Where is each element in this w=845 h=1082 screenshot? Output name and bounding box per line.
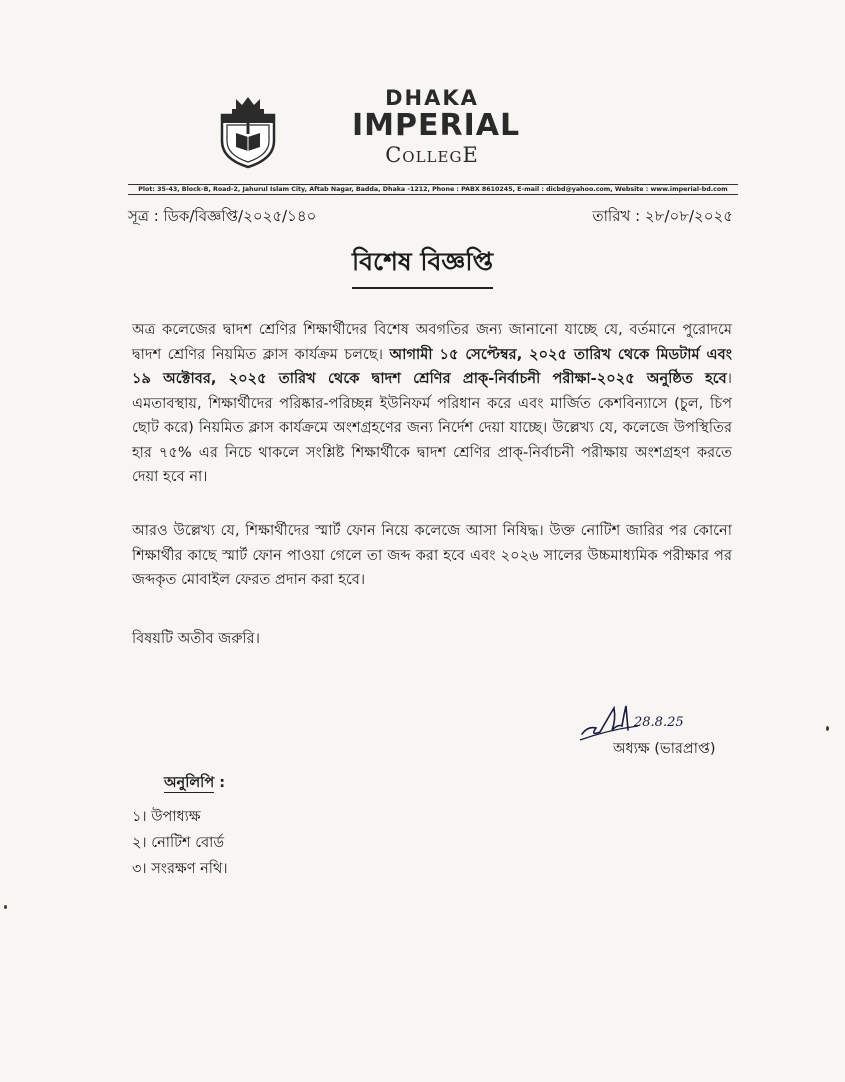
- paragraph1-bold-schedule: আগামী ১৫ সেপ্টেম্বর, ২০২৫ তারিখ থেকে মিডটার্ম এবং ১৯ অক্টোবর, ২০২৫ তারিখ থেকে দ্বাদশ শ্রেণির প্রাক্-নির্বাচনী পরীক্ষা-২০২৫ অনুষ্ঠিত হবে: [132, 345, 732, 387]
- notice-heading-text: বিশেষ বিজ্ঞপ্তি: [352, 242, 493, 289]
- copy-item-vice-principal: ১। উপাধ্যক্ষ: [132, 809, 201, 825]
- reference-number: সূত্র : ডিক/বিজ্ঞপ্তি/২০২৫/১৪০: [128, 207, 317, 225]
- copies-list: [132, 804, 228, 882]
- copies-title: [164, 772, 225, 796]
- paragraph-exam-schedule: [132, 318, 732, 490]
- notice-date: তারিখ : ২৮/০৮/২০২৫: [592, 207, 733, 225]
- college-name: [352, 86, 521, 168]
- paragraph1-part2: । এমতাবস্থায়, শিক্ষার্থীদের পরিষ্কার-পরিচ্ছন্ন ইউনিফর্ম পরিধান করে এবং মার্জিত কেশবিন্যাসে (চুল, চিপ ছোট করে) নিয়মিত ক্লাস কার্যক্রমে অংশগ্রহণের জন্য নির্দেশ দেয়া যাচ্ছে। উল্লেখ্য যে, কলেজে উপস্থিতির হার ৭৫% এর নিচে থাকলে সংশ্লিষ্ট শিক্ষার্থীকে দ্বাদশ শ্রেণির প্রাক্-নির্বাচনী পরীক্ষায় অংশগ্রহণ করতে দেয়া হবে না।: [132, 370, 732, 485]
- scan-speck: [4, 905, 7, 909]
- college-name-line1: DHAKA: [385, 86, 479, 110]
- college-crest-icon: [218, 95, 278, 169]
- copy-item-notice-board: ২। নোটিশ বোর্ড: [132, 835, 225, 851]
- signature-date: 28.8.25: [634, 715, 684, 730]
- paragraph1-part1: অত্র কলেজের দ্বাদশ শ্রেণির শিক্ষার্থীদের বিশেষ অবগতির জন্য জানানো যাচ্ছে যে, বর্তমানে পুরোদমে দ্বাদশ শ্রেণির নিয়মিত ক্লাস কার্যক্রম চলছে।: [132, 321, 732, 363]
- paragraph-urgent-note: বিষয়টি অতীব জরুরি।: [132, 630, 260, 647]
- copies-title-text: অনুলিপি: [164, 775, 215, 791]
- notice-heading: [0, 242, 845, 289]
- paragraph-smartphone-rule: আরও উল্লেখ্য যে, শিক্ষার্থীদের স্মার্ট ফোন নিয়ে কলেজে আসা নিষিদ্ধ। উক্ত নোটিশ জারির পর কোনো শিক্ষার্থীর কাছে স্মার্ট ফোন পাওয়া গেলে তা জব্দ করা হবে এবং ২০২৬ সালের উচ্চমাধ্যমিক পরীক্ষার পর জব্দকৃত মোবাইল ফেরত প্রদান করা হবে।: [132, 522, 732, 588]
- copy-item-archive: ৩। সংরক্ষণ নথি।: [132, 861, 228, 877]
- copies-title-suffix: :: [214, 775, 226, 791]
- signatory-title: অধ্যক্ষ (ভারপ্রাপ্ত): [613, 741, 716, 757]
- college-name-line3: CollegE: [385, 143, 479, 167]
- address-bar: Plot: 35-43, Block-B, Road-2, Jahurul Islam City, Aftab Nagar, Badda, Dhaka -1212, Phone : PABX 8610245, E-mail : dicbd@yahoo.com, Website : www.imperial-bd.com: [128, 184, 738, 195]
- scan-speck: [826, 726, 829, 731]
- college-name-line2: IMPERIAL: [352, 108, 521, 143]
